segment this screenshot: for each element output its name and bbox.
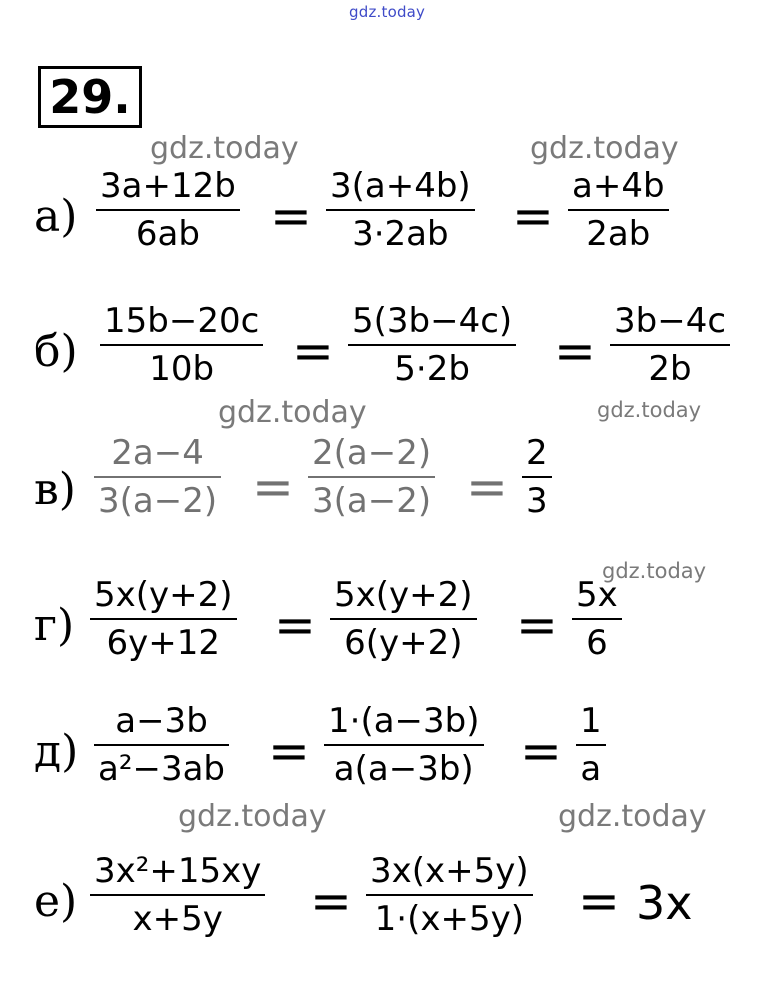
denominator: 5·2b [394,349,470,389]
numerator: 1 [580,701,602,741]
row-label: б) [34,326,78,377]
fraction [576,701,606,789]
equals-sign: = [578,872,620,930]
denominator: 3 [526,481,548,521]
equals-sign: = [520,722,562,780]
fraction [96,166,240,254]
denominator: 10b [149,349,215,389]
fraction [568,166,669,254]
row-label: е) [34,876,78,927]
numerator: a−3b [115,701,208,741]
denominator: a [580,749,602,789]
equation-row-d [0,700,779,820]
watermark: gdz.today [602,559,707,583]
denominator: 3(a−2) [98,481,218,521]
denominator: 6 [586,623,608,663]
denominator: 2ab [586,214,651,254]
fraction [90,575,237,663]
watermark: gdz.today [150,131,299,166]
numerator: 2a−4 [111,433,204,473]
denominator: a²−3ab [98,749,226,789]
fraction [90,851,265,939]
equals-sign: = [554,322,596,380]
numerator: 3(a+4b) [330,166,471,206]
denominator: 1·(x+5y) [374,899,524,939]
watermark: gdz.today [178,799,327,834]
result: 3x [636,876,693,930]
problem-number: 29. [38,66,142,128]
fraction [308,433,435,521]
fraction [330,575,477,663]
numerator: 5x(y+2) [94,575,233,615]
fraction [522,433,552,521]
row-label: г) [34,600,75,651]
fraction [100,301,263,389]
equals-sign: = [310,872,352,930]
equation-row-g [0,574,779,694]
numerator: 3b−4c [614,301,727,341]
watermark: gdz.today [597,398,702,422]
numerator: 2(a−2) [312,433,432,473]
numerator: 15b−20c [104,301,260,341]
fraction [324,701,484,789]
site-mark: gdz.today [349,3,426,21]
watermark: gdz.today [558,799,707,834]
fraction [94,433,221,521]
equals-sign: = [274,596,316,654]
denominator: 2b [648,349,692,389]
fraction [94,701,229,789]
equals-sign: = [292,322,334,380]
denominator: x+5y [132,899,223,939]
numerator: 3a+12b [100,166,236,206]
row-label: а) [34,191,78,242]
denominator: 6y+12 [106,623,221,663]
equals-sign: = [466,458,508,516]
denominator: a(a−3b) [333,749,474,789]
fraction [326,166,475,254]
row-label: в) [34,464,76,515]
numerator: 1·(a−3b) [328,701,480,741]
numerator: 5x [576,575,618,615]
numerator: 5x(y+2) [334,575,473,615]
numerator: 3x(x+5y) [370,851,529,891]
denominator: 6ab [135,214,200,254]
equals-sign: = [512,187,554,245]
row-label: д) [34,726,79,777]
denominator: 6(y+2) [344,623,463,663]
equation-row-a [0,165,779,285]
equation-row-b [0,300,779,420]
fraction [610,301,730,389]
numerator: 5(3b−4c) [352,301,513,341]
equals-sign: = [268,722,310,780]
fraction [572,575,622,663]
equals-sign: = [516,596,558,654]
watermark: gdz.today [218,395,367,430]
watermark: gdz.today [530,131,679,166]
equation-row-e [0,850,779,970]
denominator: 3(a−2) [312,481,432,521]
fraction [366,851,533,939]
equals-sign: = [270,187,312,245]
numerator: 3x²+15xy [94,851,262,891]
numerator: a+4b [572,166,665,206]
equation-row-v [0,432,779,552]
equals-sign: = [252,458,294,516]
denominator: 3·2ab [352,214,449,254]
numerator: 2 [526,433,548,473]
fraction [348,301,516,389]
